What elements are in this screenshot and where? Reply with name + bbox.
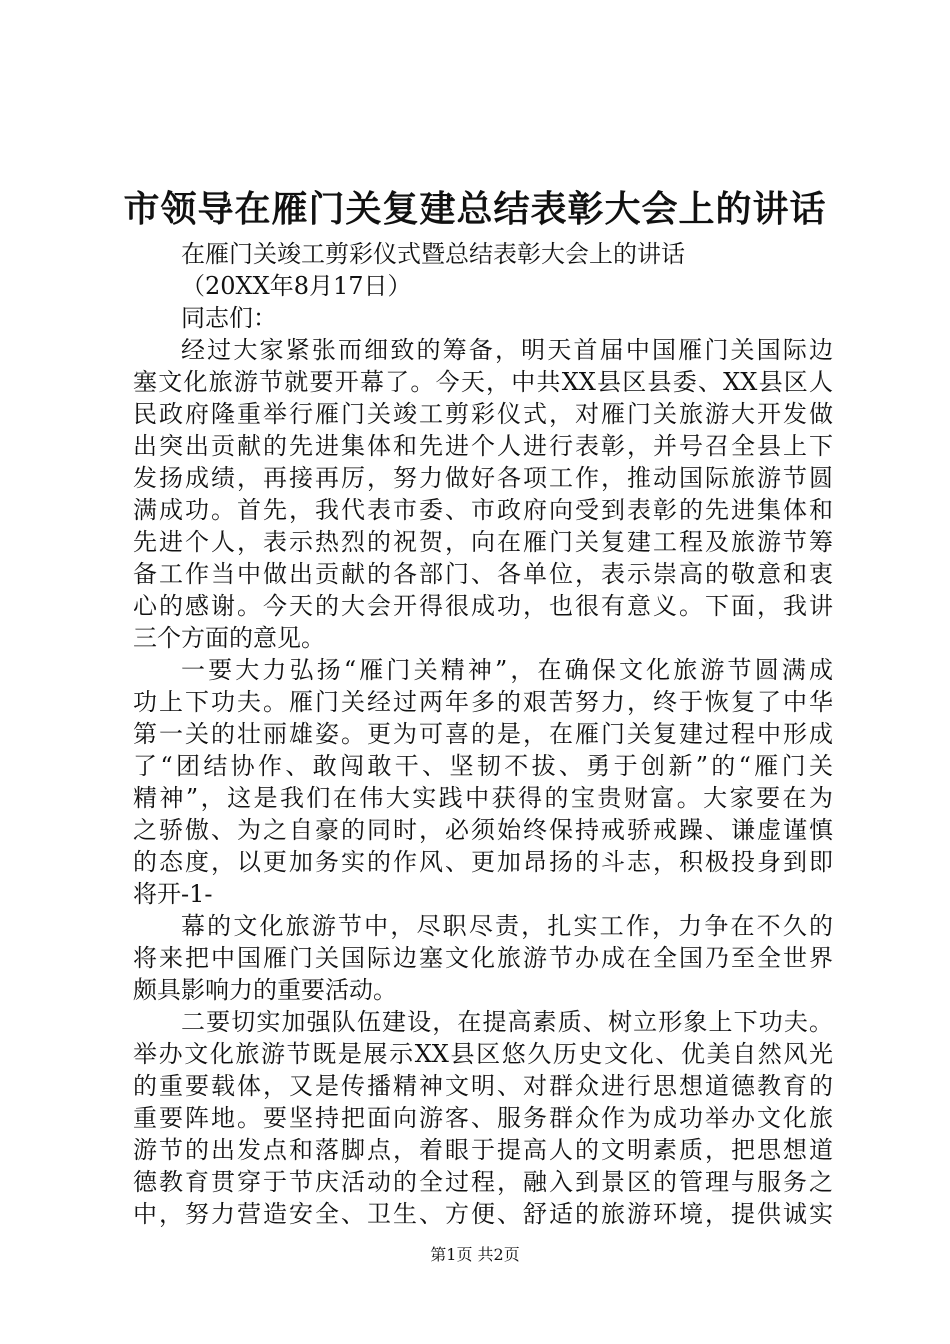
paragraph-line: 颇具影响力的重要活动。 [133,976,397,1004]
paragraph-line: 了“团结协作、敢闯敢干、坚韧不拔、勇于创新”的“雁门关 [133,752,833,780]
page-footer: 第1页 共2页 [430,1245,520,1264]
paragraph-line: 一要大力弘扬“雁门关精神”，在确保文化旅游节圆满成 [181,656,833,684]
paragraph-line: 幕的文化旅游节中，尽职尽责，扎实工作，力争在不久的 [181,912,833,940]
paragraph-line: 将开-1- [133,880,213,908]
paragraph-line: 精神”，这是我们在伟大实践中获得的宝贵财富。大家要在为 [133,784,833,812]
paragraph-line: 德教育贯穿于节庆活动的全过程，融入到景区的管理与服务之 [133,1168,833,1196]
paragraph-line: 的态度，以更加务实的作风、更加昂扬的斗志，积极投身到即 [133,848,833,876]
paragraph-line: 中，努力营造安全、卫生、方便、舒适的旅游环境，提供诚实 [133,1200,833,1228]
paragraph-line: 心的感谢。今天的大会开得很成功，也很有意义。下面，我讲 [133,592,833,620]
date-line: （20XX年8月17日） [181,272,412,300]
paragraph-line: 三个方面的意见。 [133,624,325,652]
paragraph-line: 备工作当中做出贡献的各部门、各单位，表示崇高的敬意和衷 [133,560,833,588]
paragraph-line: 游节的出发点和落脚点，着眼于提高人的文明素质，把思想道 [133,1136,833,1164]
paragraph-line: 的重要载体，又是传播精神文明、对群众进行思想道德教育的 [133,1072,833,1100]
paragraph-line: 满成功。首先，我代表市委、市政府向受到表彰的先进集体和 [133,496,833,524]
paragraph-line: 重要阵地。要坚持把面向游客、服务群众作为成功举办文化旅 [133,1104,833,1132]
paragraph-line: 将来把中国雁门关国际边塞文化旅游节办成在全国乃至全世界 [133,944,833,972]
paragraph-line: 出突出贡献的先进集体和先进个人进行表彰，并号召全县上下 [133,432,833,460]
paragraph-line: 举办文化旅游节既是展示XX县区悠久历史文化、优美自然风光 [133,1040,833,1068]
subtitle-line: 在雁门关竣工剪彩仪式暨总结表彰大会上的讲话 [181,240,685,268]
salutation-line: 同志们： [181,304,277,332]
paragraph-line: 第一关的壮丽雄姿。更为可喜的是，在雁门关复建过程中形成 [133,720,833,748]
paragraph-line: 经过大家紧张而细致的筹备，明天首届中国雁门关国际边 [181,336,833,364]
body-text [133,238,833,1230]
paragraph-line: 发扬成绩，再接再厉，努力做好各项工作，推动国际旅游节圆 [133,464,833,492]
paragraph-line: 先进个人，表示热烈的祝贺，向在雁门关复建工程及旅游节筹 [133,528,833,556]
paragraph-line: 之骄傲、为之自豪的同时，必须始终保持戒骄戒躁、谦虚谨慎 [133,816,833,844]
paragraph-line: 塞文化旅游节就要开幕了。今天，中共XX县区县委、XX县区人 [133,368,833,396]
page-title: 市领导在雁门关复建总结表彰大会上的讲话 [123,188,827,230]
paragraph-line: 民政府隆重举行雁门关竣工剪彩仪式，对雁门关旅游大开发做 [133,400,833,428]
paragraph-line: 功上下功夫。雁门关经过两年多的艰苦努力，终于恢复了中华 [133,688,833,716]
paragraph-line: 二要切实加强队伍建设，在提高素质、树立形象上下功夫。 [181,1008,833,1036]
